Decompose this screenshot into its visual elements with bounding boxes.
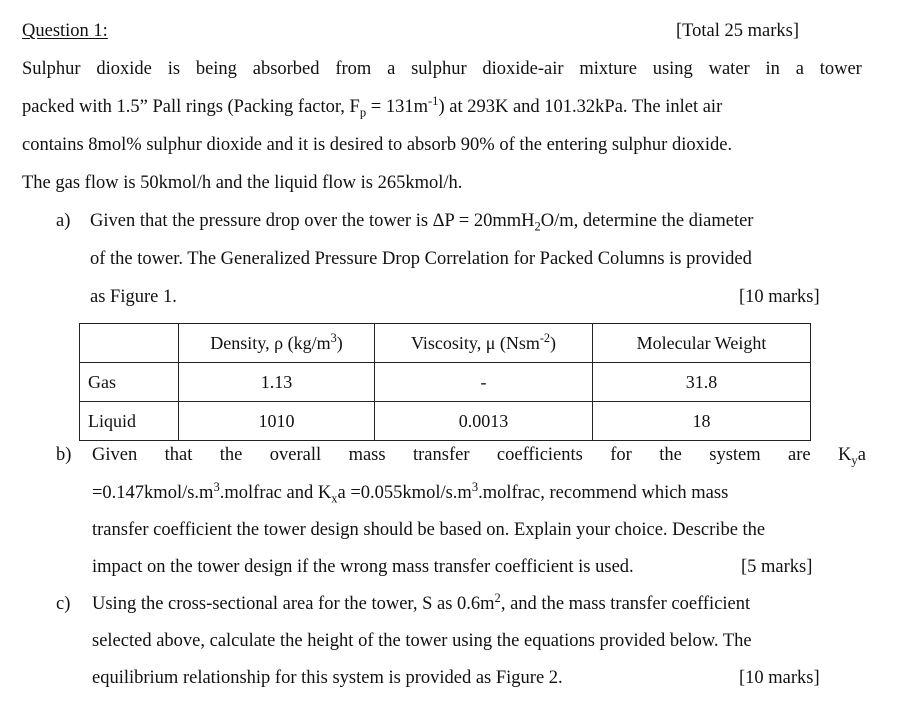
- part-a-label: a): [56, 211, 71, 231]
- table-cell: 0.0013: [375, 402, 593, 441]
- intro-line-4: The gas flow is 50kmol/h and the liquid flow is 265kmol/h.: [22, 173, 463, 193]
- part-b-line-2: $=0.147kmol/s.m^3.molfrac$ and $K_xa$ $=0.055kmol/s.m^3.molfrac$, recommend which mass: [92, 479, 729, 506]
- part-b-line-1: Given that the overall mass transfer coefficients for the system are $K_ya$: [92, 445, 866, 468]
- table-header-row: [80, 324, 811, 363]
- part-a-line-1: Given that the pressure drop over the tower is ΔP = 20mmH$_2$O/m, determine the diameter: [90, 211, 754, 234]
- table-cell: 1010: [179, 402, 375, 441]
- table-cell: -: [375, 363, 593, 402]
- part-c-label: c): [56, 594, 71, 614]
- part-a-line-3: as Figure 1.: [90, 287, 177, 307]
- table-header-molecular-weight: Molecular Weight: [593, 324, 811, 363]
- table-cell: 18: [593, 402, 811, 441]
- part-b-marks: [5 marks]: [741, 557, 813, 577]
- intro-line-2: packed with 1.5” Pall rings (Packing factor, $F_p = 131m^{-1}$) at 293K and 101.32kPa. The inlet air: [22, 93, 723, 120]
- properties-table: [79, 323, 811, 441]
- part-a-line-2: of the tower. The Generalized Pressure Drop Correlation for Packed Columns is provided: [90, 249, 752, 269]
- part-b-line-3: transfer coefficient the tower design should be based on. Explain your choice. Describe the: [92, 520, 766, 540]
- table-row: [80, 363, 811, 402]
- part-b-line-4: impact on the tower design if the wrong mass transfer coefficient is used.: [92, 557, 634, 577]
- part-c-line-1: Using the cross-sectional area for the tower, S as $0.6m^2$, and the mass transfer coefficient: [92, 590, 751, 614]
- table-cell: Liquid: [80, 402, 179, 441]
- table-cell: 31.8: [593, 363, 811, 402]
- table-cell: 1.13: [179, 363, 375, 402]
- part-c-line-3: equilibrium relationship for this system is provided as Figure 2.: [92, 668, 563, 688]
- intro-line-1: Sulphur dioxide is being absorbed from a sulphur dioxide-air mixture using water in a tower: [22, 59, 862, 79]
- part-c-line-2: selected above, calculate the height of the tower using the equations provided below. The: [92, 631, 752, 651]
- part-a-marks: [10 marks]: [739, 287, 820, 307]
- table-row: [80, 402, 811, 441]
- table-header-density: Density, ρ $(kg/m^3)$: [179, 324, 375, 363]
- part-c-marks: [10 marks]: [739, 668, 820, 688]
- table-header-empty: [80, 324, 179, 363]
- question-title: Question 1:: [22, 21, 108, 41]
- part-b-label: b): [56, 445, 72, 465]
- table-cell: Gas: [80, 363, 179, 402]
- table-header-viscosity: Viscosity, μ (Nsm$^{-2}$): [375, 324, 593, 363]
- intro-line-3: contains 8mol% sulphur dioxide and it is desired to absorb 90% of the entering sulphur dioxide.: [22, 135, 733, 155]
- total-marks: [Total 25 marks]: [676, 21, 800, 41]
